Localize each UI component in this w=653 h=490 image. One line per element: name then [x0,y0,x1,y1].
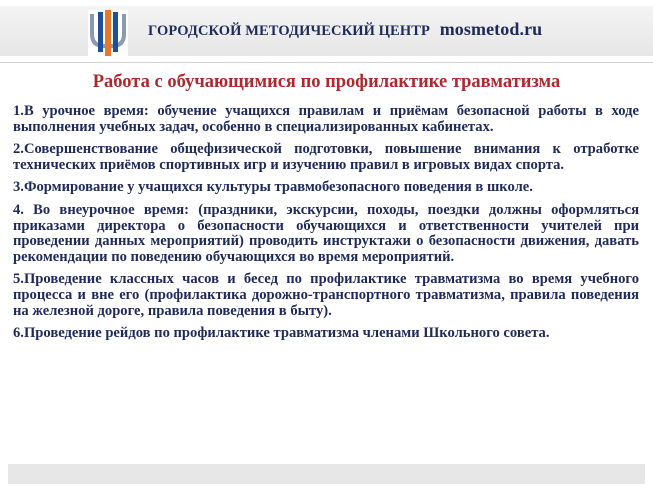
content-list [13,104,639,349]
list-item: 2.Совершенствование общефизической подготовки, повышение внимания к отработке технических приёмов спортивных игр и изучению правил в игровых видах спорта. [13,141,639,173]
slide-title: Работа с обучающимися по профилактике травматизма [92,72,561,92]
list-item: 3.Формирование у учащихся культуры травмобезопасного поведения в школе. [13,179,533,196]
list-item: 4. Во внеурочное время: (праздники, экскурсии, походы, поездки должны оформляться приказами директора о безопасности обучающихся и ответственности учителей при проведении данных мероприятий) проводить инструктажи о безопасности движения, давать рекомендации по поведению обучающихся во время мероприятий. [13,201,639,265]
list-item: 5.Проведение классных часов и бесед по профилактике травматизма во время учебного процесса и вне его (профилактика дорожно-транспортного травматизма, правила поведения на железной дороге, правила поведения в быту). [13,271,639,319]
header [0,0,653,62]
list-item: 6.Проведение рейдов по профилактике травматизма членами Школьного совета. [13,325,550,342]
org-name: ГОРОДСКОЙ МЕТОДИЧЕСКИЙ ЦЕНТР [148,23,430,39]
org-site: mosmetod.ru [439,19,543,39]
list-item: 1.В урочное время: обучение учащихся правилам и приёмам безопасной работы в ходе выполнения учебных задач, особенно в специализированных кабинетах. [13,103,639,135]
header-divider [0,62,653,63]
psi-logo-icon [88,8,128,58]
footer-band [8,464,645,484]
org-title [148,19,542,40]
